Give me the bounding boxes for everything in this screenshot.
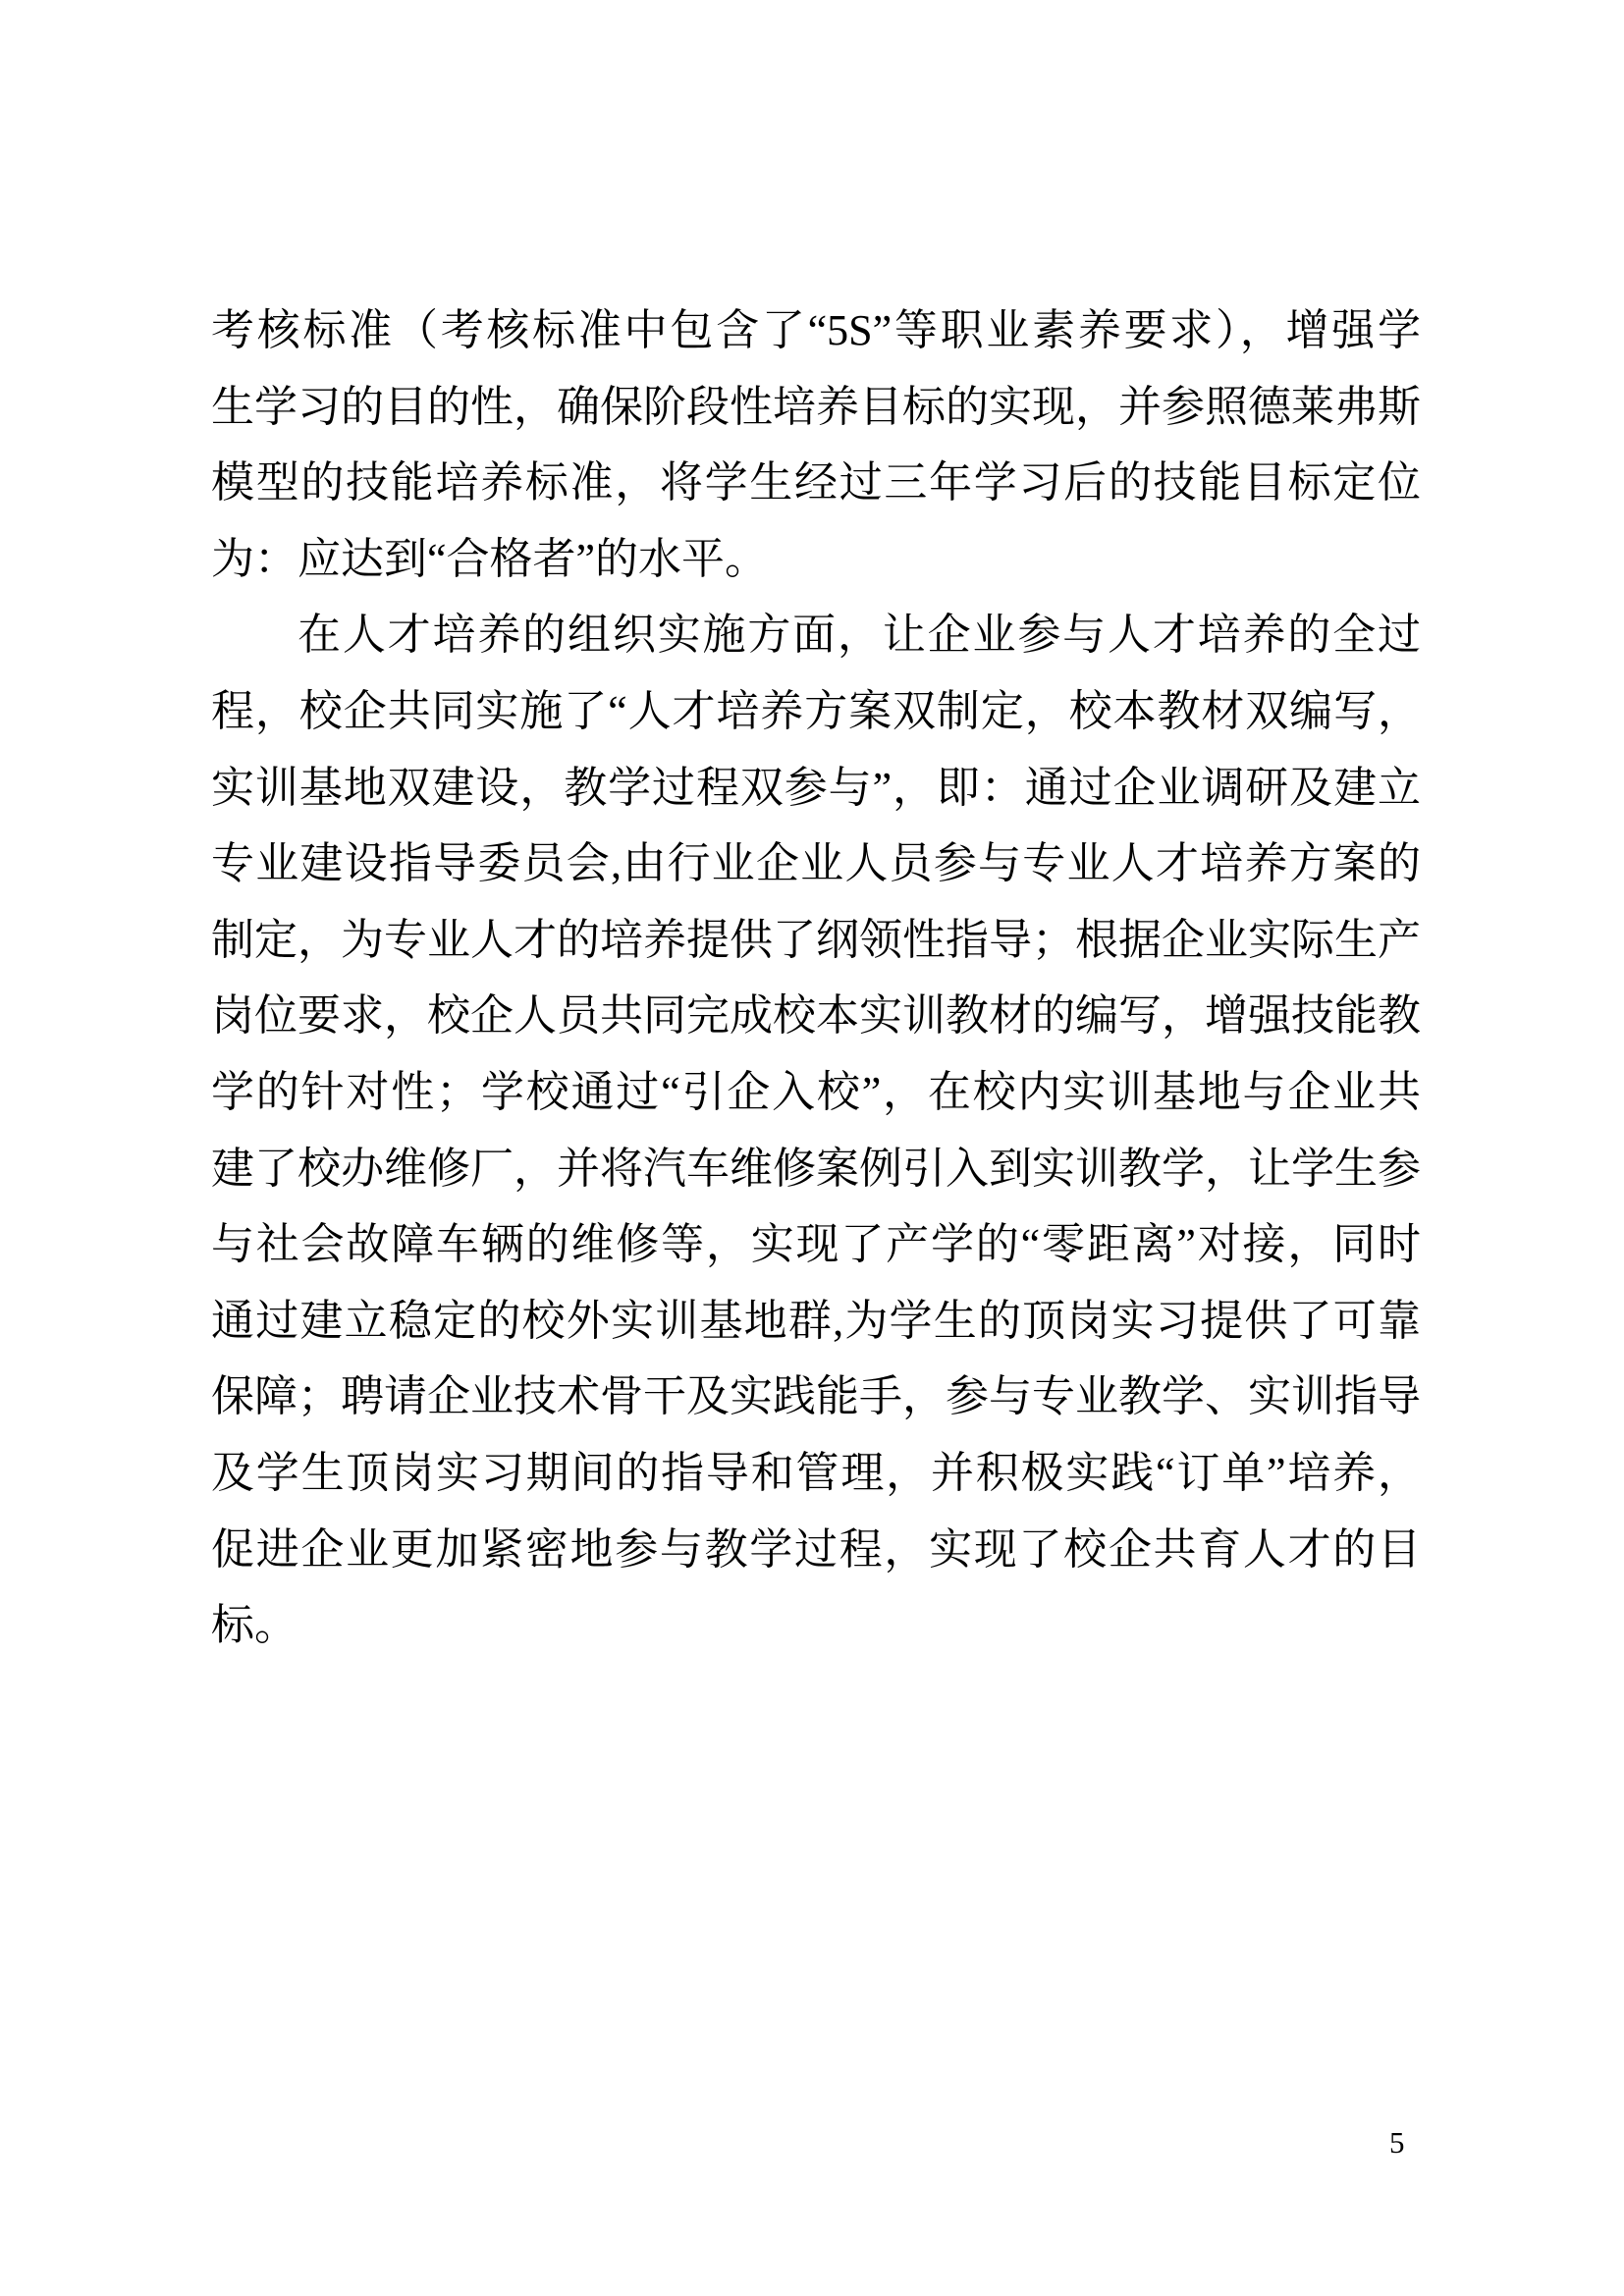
text-line: 保障；聘请企业技术骨干及实践能手，参与专业教学、实训指导 — [211, 1372, 1421, 1421]
text-line: 促进企业更加紧密地参与教学过程，实现了校企共育人才的目 — [211, 1524, 1421, 1574]
text-line: 模型的技能培养标准，将学生经过三年学习后的技能目标定位 — [211, 458, 1421, 507]
text-line: 学的针对性；学校通过“引企入校”，在校内实训基地与企业共 — [211, 1067, 1421, 1116]
text-line: 程，校企共同实施了“人才培养方案双制定，校本教材双编写， — [211, 686, 1421, 735]
text-line: 考核标准（考核标准中包含了“5S”等职业素养要求），增强学 — [211, 306, 1421, 354]
text-line: 岗位要求，校企人员共同完成校本实训教材的编写，增强技能教 — [211, 991, 1421, 1041]
text-line: 生学习的目的性，确保阶段性培养目标的实现，并参照德莱弗斯 — [211, 382, 1421, 431]
text-line: 与社会故障车辆的维修等，实现了产学的“零距离”对接，同时 — [211, 1220, 1421, 1269]
page-number: 5 — [1389, 2125, 1405, 2160]
text-block — [211, 293, 1421, 1664]
text-line: 及学生顶岗实习期间的指导和管理，并积极实践“订单”培养， — [211, 1448, 1421, 1497]
text-line: 标。 — [211, 1601, 298, 1650]
paragraph — [211, 597, 1421, 1663]
text-line: 在人才培养的组织实施方面，让企业参与人才培养的全过 — [298, 611, 1421, 660]
paragraph — [211, 293, 1421, 597]
text-line: 专业建设指导委员会,由行业企业人员参与专业人才培养方案的 — [211, 839, 1421, 888]
text-line: 通过建立稳定的校外实训基地群,为学生的顶岗实习提供了可靠 — [211, 1296, 1421, 1345]
text-line: 实训基地双建设，教学过程双参与”，即：通过企业调研及建立 — [211, 763, 1421, 812]
text-line: 为：应达到“合格者”的水平。 — [211, 534, 769, 583]
text-line: 建了校办维修厂，并将汽车维修案例引入到实训教学，让学生参 — [211, 1144, 1421, 1193]
text-line: 制定，为专业人才的培养提供了纲领性指导；根据企业实际生产 — [211, 915, 1421, 964]
